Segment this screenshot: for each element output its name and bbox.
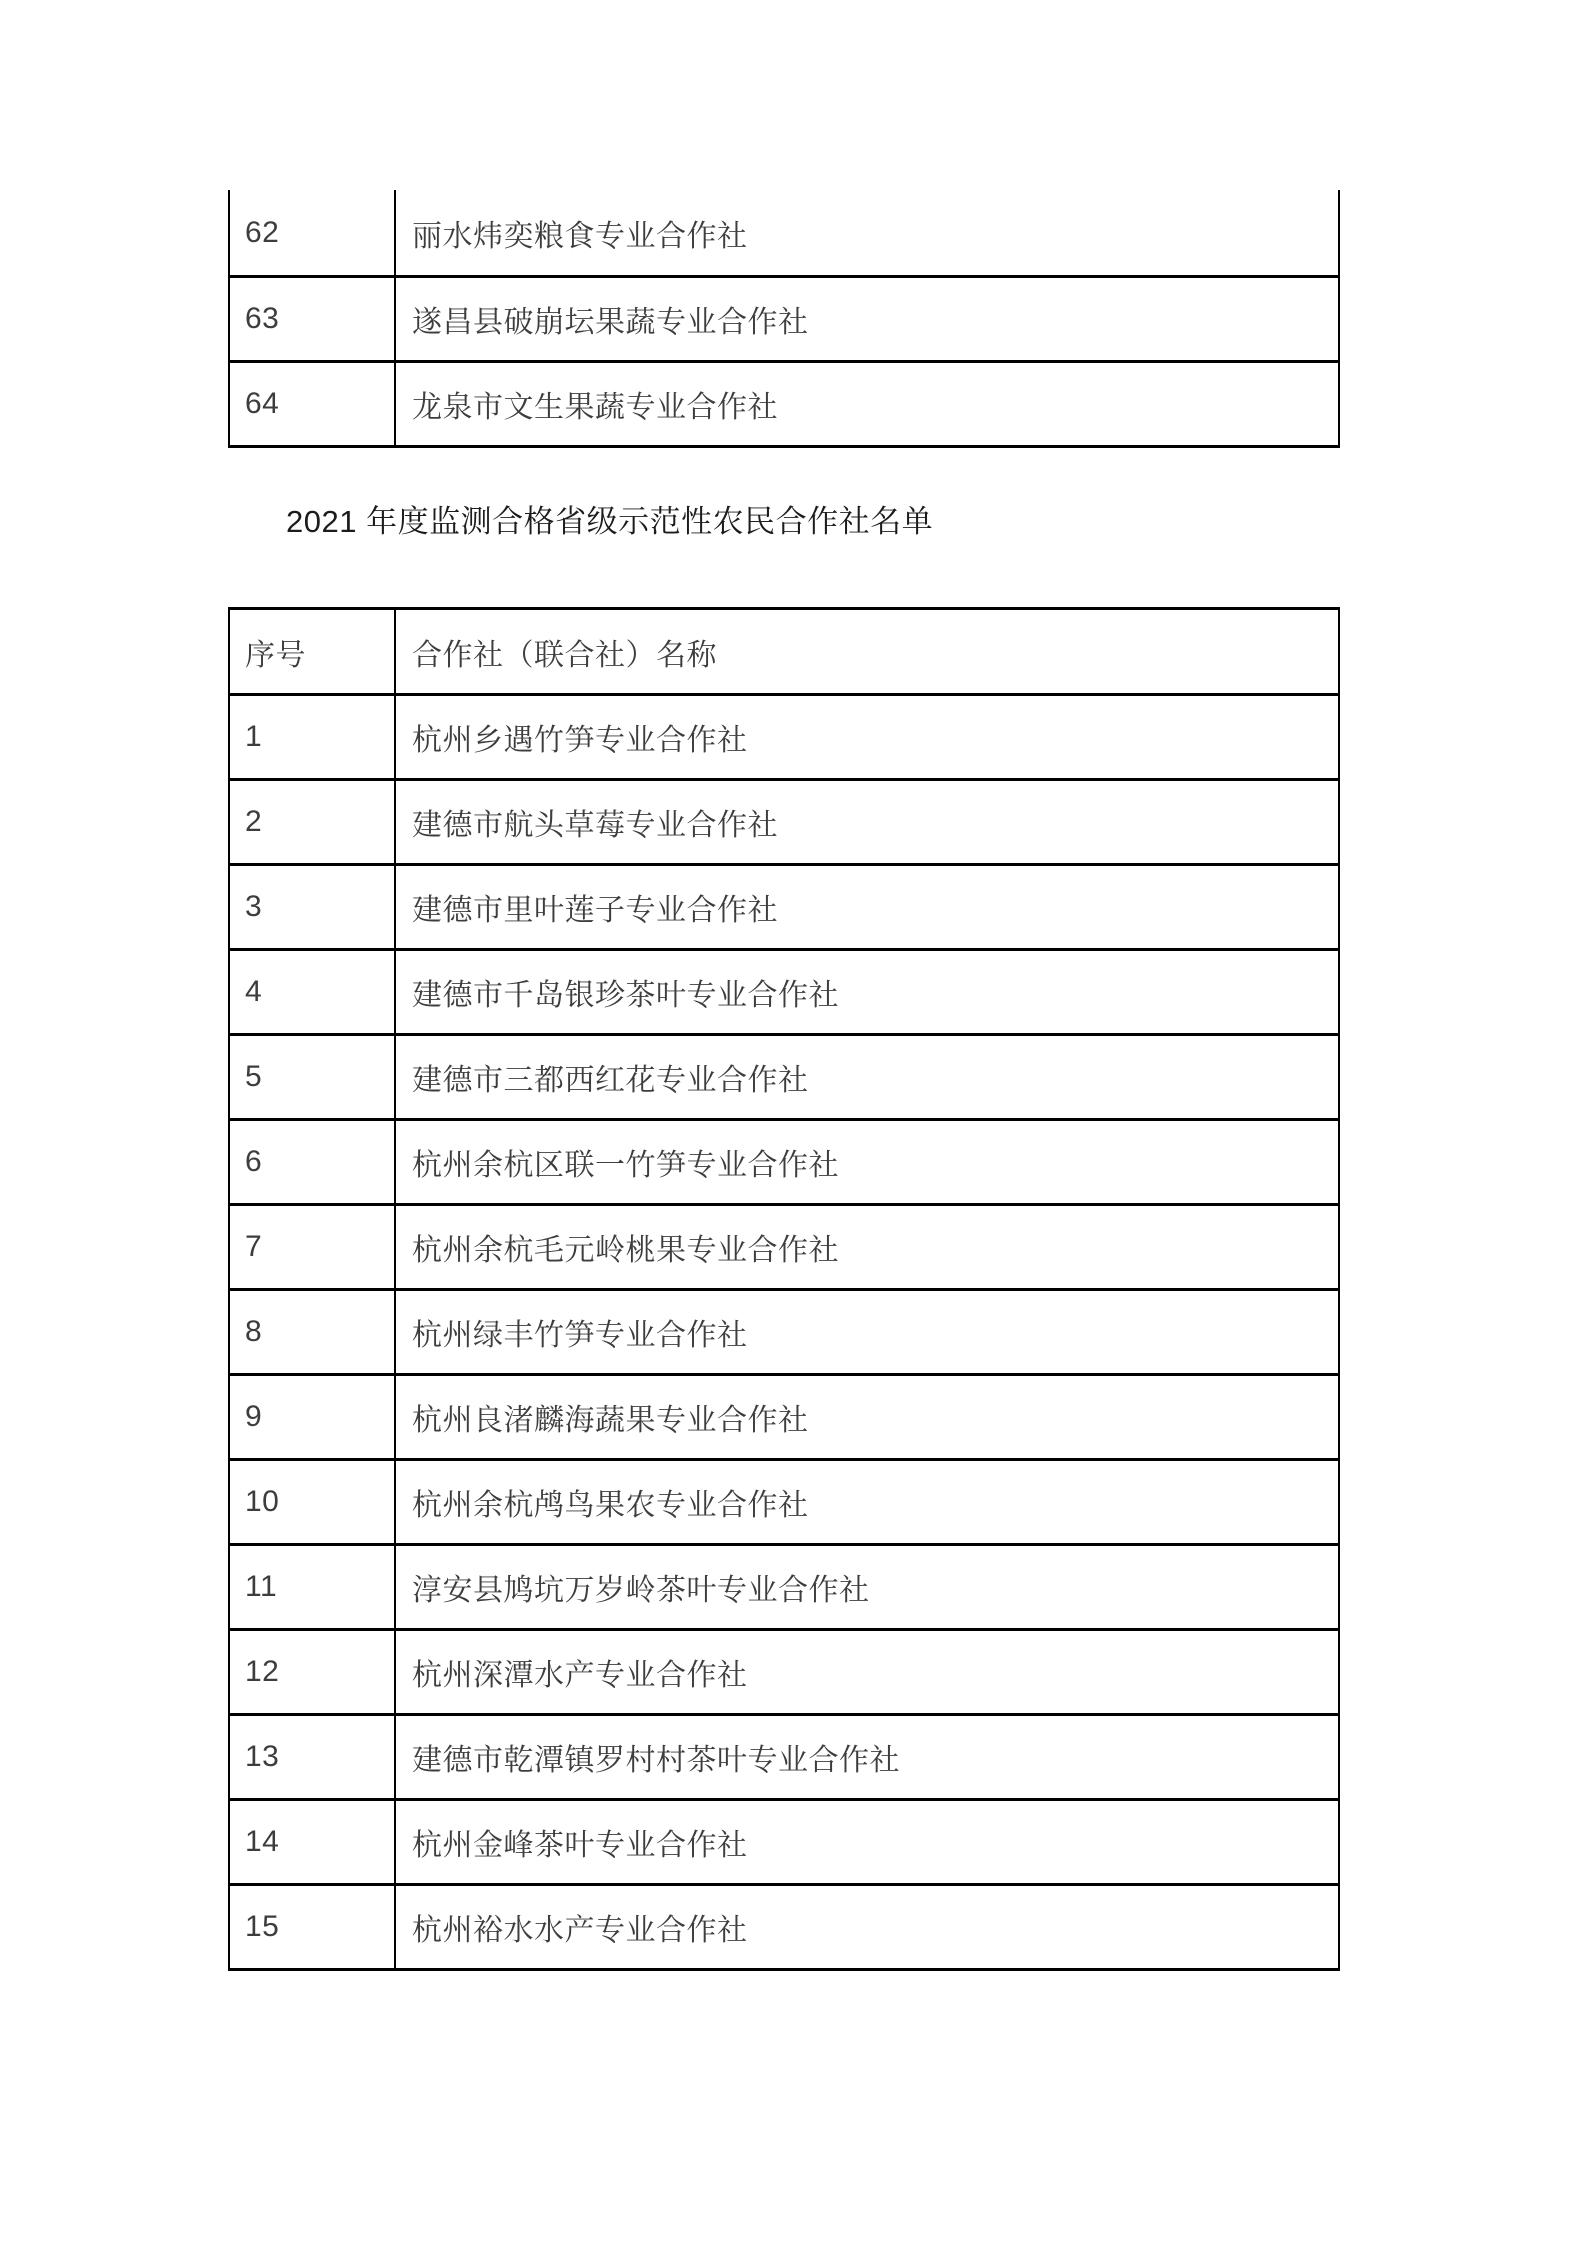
cooperative-table-continued — [228, 190, 1340, 448]
table-row — [230, 778, 1338, 863]
row-number-cell: 10 — [230, 1461, 396, 1543]
cooperative-name-cell: 遂昌县破崩坛果蔬专业合作社 — [412, 306, 809, 339]
header-number-cell: 序号 — [230, 610, 396, 693]
table-row — [230, 1203, 1338, 1288]
row-number-cell: 3 — [230, 866, 396, 948]
cooperative-name-cell: 杭州裕水水产专业合作社 — [412, 1914, 748, 1947]
row-number-cell: 11 — [230, 1546, 396, 1628]
table-row — [230, 190, 1338, 275]
header-name-cell: 合作社（联合社）名称 — [412, 638, 717, 672]
cooperative-name-cell: 杭州良渚麟海蔬果专业合作社 — [412, 1404, 809, 1437]
cooperative-name-cell: 龙泉市文生果蔬专业合作社 — [412, 391, 778, 424]
table-row — [230, 360, 1338, 445]
row-number-cell: 9 — [230, 1376, 396, 1458]
row-number-cell: 5 — [230, 1036, 396, 1118]
section-title: 2021 年度监测合格省级示范性农民合作社名单 — [286, 504, 934, 539]
row-number-cell: 14 — [230, 1801, 396, 1883]
table-row — [230, 1883, 1338, 1968]
table-row — [230, 1033, 1338, 1118]
row-number-cell: 1 — [230, 696, 396, 778]
cooperative-name-cell: 建德市三都西红花专业合作社 — [412, 1064, 809, 1097]
table-row — [230, 1713, 1338, 1798]
row-number-cell: 7 — [230, 1206, 396, 1288]
cooperative-name-cell: 杭州余杭鸬鸟果农专业合作社 — [412, 1489, 809, 1522]
cooperative-name-cell: 杭州金峰茶叶专业合作社 — [412, 1829, 748, 1862]
row-number-cell: 6 — [230, 1121, 396, 1203]
table-row — [230, 1628, 1338, 1713]
cooperative-name-cell: 杭州余杭毛元岭桃果专业合作社 — [412, 1234, 839, 1267]
row-number-cell: 13 — [230, 1716, 396, 1798]
table-row — [230, 693, 1338, 778]
cooperative-name-cell: 杭州余杭区联一竹笋专业合作社 — [412, 1149, 839, 1182]
cooperative-name-cell: 杭州乡遇竹笋专业合作社 — [412, 724, 748, 757]
table-row — [230, 1373, 1338, 1458]
cooperative-name-cell: 杭州绿丰竹笋专业合作社 — [412, 1319, 748, 1352]
table-row — [230, 1118, 1338, 1203]
row-number-cell: 64 — [230, 363, 396, 445]
cooperative-name-cell: 建德市航头草莓专业合作社 — [412, 809, 778, 842]
table-row — [230, 948, 1338, 1033]
row-number-cell: 63 — [230, 278, 396, 360]
cooperative-name-cell: 建德市里叶莲子专业合作社 — [412, 894, 778, 927]
table-row — [230, 863, 1338, 948]
cooperative-name-cell: 建德市乾潭镇罗村村茶叶专业合作社 — [412, 1744, 900, 1777]
cooperative-table-main — [228, 607, 1340, 1971]
cooperative-name-cell: 丽水炜奕粮食专业合作社 — [412, 219, 748, 253]
row-number-cell: 12 — [230, 1631, 396, 1713]
cooperative-name-cell: 淳安县鸠坑万岁岭茶叶专业合作社 — [412, 1574, 870, 1607]
table-row — [230, 1798, 1338, 1883]
table-header-row — [230, 610, 1338, 693]
table-row — [230, 275, 1338, 360]
table-row — [230, 1543, 1338, 1628]
row-number-cell: 8 — [230, 1291, 396, 1373]
row-number-cell: 62 — [230, 190, 396, 275]
row-number-cell: 15 — [230, 1886, 396, 1968]
table-row — [230, 1288, 1338, 1373]
cooperative-name-cell: 杭州深潭水产专业合作社 — [412, 1659, 748, 1692]
row-number-cell: 4 — [230, 951, 396, 1033]
cooperative-name-cell: 建德市千岛银珍茶叶专业合作社 — [412, 979, 839, 1012]
row-number-cell: 2 — [230, 781, 396, 863]
table-row — [230, 1458, 1338, 1543]
